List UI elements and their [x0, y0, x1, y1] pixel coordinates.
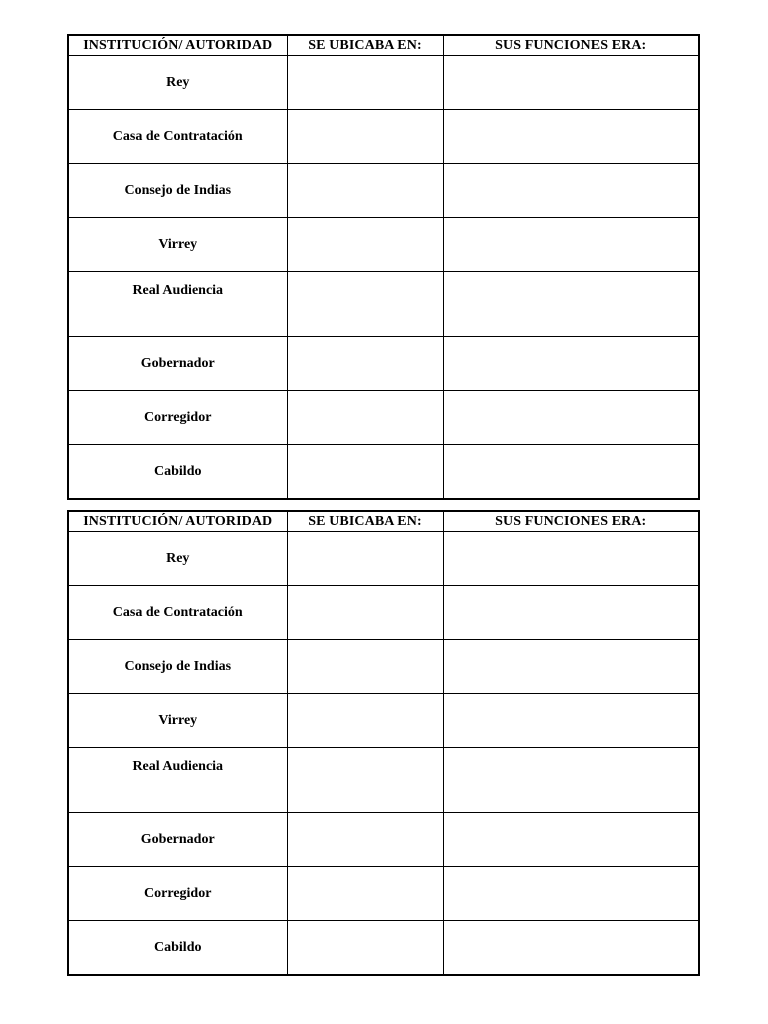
functions-cell[interactable]	[443, 694, 698, 748]
institution-label: Corregidor	[69, 391, 287, 445]
location-cell[interactable]	[287, 867, 443, 921]
institution-label: Gobernador	[69, 813, 287, 867]
institution-label: Real Audiencia	[69, 748, 287, 813]
header-row	[69, 36, 698, 56]
location-cell[interactable]	[287, 218, 443, 272]
table-row	[69, 532, 698, 586]
location-cell[interactable]	[287, 694, 443, 748]
functions-cell[interactable]	[443, 56, 698, 110]
location-cell[interactable]	[287, 813, 443, 867]
institution-label: Real Audiencia	[69, 272, 287, 337]
table-row	[69, 921, 698, 975]
functions-cell[interactable]	[443, 532, 698, 586]
location-cell[interactable]	[287, 391, 443, 445]
institution-label: Gobernador	[69, 337, 287, 391]
location-cell[interactable]	[287, 56, 443, 110]
functions-cell[interactable]	[443, 218, 698, 272]
institutions-table	[69, 36, 698, 498]
table-row	[69, 640, 698, 694]
location-cell[interactable]	[287, 921, 443, 975]
location-cell[interactable]	[287, 640, 443, 694]
functions-cell[interactable]	[443, 445, 698, 499]
institutions-table	[69, 512, 698, 974]
functions-cell[interactable]	[443, 813, 698, 867]
functions-cell[interactable]	[443, 391, 698, 445]
institution-label: Casa de Contratación	[69, 586, 287, 640]
functions-cell[interactable]	[443, 164, 698, 218]
table-row	[69, 391, 698, 445]
location-cell[interactable]	[287, 337, 443, 391]
header-functions: SUS FUNCIONES ERA:	[443, 512, 698, 532]
location-cell[interactable]	[287, 272, 443, 337]
institution-label: Consejo de Indias	[69, 164, 287, 218]
functions-cell[interactable]	[443, 921, 698, 975]
institution-label: Rey	[69, 532, 287, 586]
location-cell[interactable]	[287, 748, 443, 813]
institution-label: Cabildo	[69, 445, 287, 499]
institution-label: Corregidor	[69, 867, 287, 921]
table-row	[69, 56, 698, 110]
location-cell[interactable]	[287, 110, 443, 164]
institution-label: Virrey	[69, 694, 287, 748]
institution-label: Consejo de Indias	[69, 640, 287, 694]
table-row	[69, 110, 698, 164]
location-cell[interactable]	[287, 586, 443, 640]
functions-cell[interactable]	[443, 337, 698, 391]
table-row	[69, 272, 698, 337]
table-row	[69, 586, 698, 640]
functions-cell[interactable]	[443, 272, 698, 337]
table-row	[69, 694, 698, 748]
header-location: SE UBICABA EN:	[287, 36, 443, 56]
header-location: SE UBICABA EN:	[287, 512, 443, 532]
worksheet-table-2	[67, 510, 700, 976]
institution-label: Cabildo	[69, 921, 287, 975]
functions-cell[interactable]	[443, 110, 698, 164]
table-row	[69, 867, 698, 921]
table-row	[69, 337, 698, 391]
table-row	[69, 218, 698, 272]
institution-label: Casa de Contratación	[69, 110, 287, 164]
worksheet-table-1	[67, 34, 700, 500]
functions-cell[interactable]	[443, 640, 698, 694]
functions-cell[interactable]	[443, 867, 698, 921]
header-institution: INSTITUCIÓN/ AUTORIDAD	[69, 512, 287, 532]
location-cell[interactable]	[287, 164, 443, 218]
table-row	[69, 445, 698, 499]
table-row	[69, 813, 698, 867]
table-row	[69, 164, 698, 218]
table-row	[69, 748, 698, 813]
header-functions: SUS FUNCIONES ERA:	[443, 36, 698, 56]
institution-label: Rey	[69, 56, 287, 110]
location-cell[interactable]	[287, 532, 443, 586]
location-cell[interactable]	[287, 445, 443, 499]
functions-cell[interactable]	[443, 586, 698, 640]
header-row	[69, 512, 698, 532]
institution-label: Virrey	[69, 218, 287, 272]
header-institution: INSTITUCIÓN/ AUTORIDAD	[69, 36, 287, 56]
functions-cell[interactable]	[443, 748, 698, 813]
